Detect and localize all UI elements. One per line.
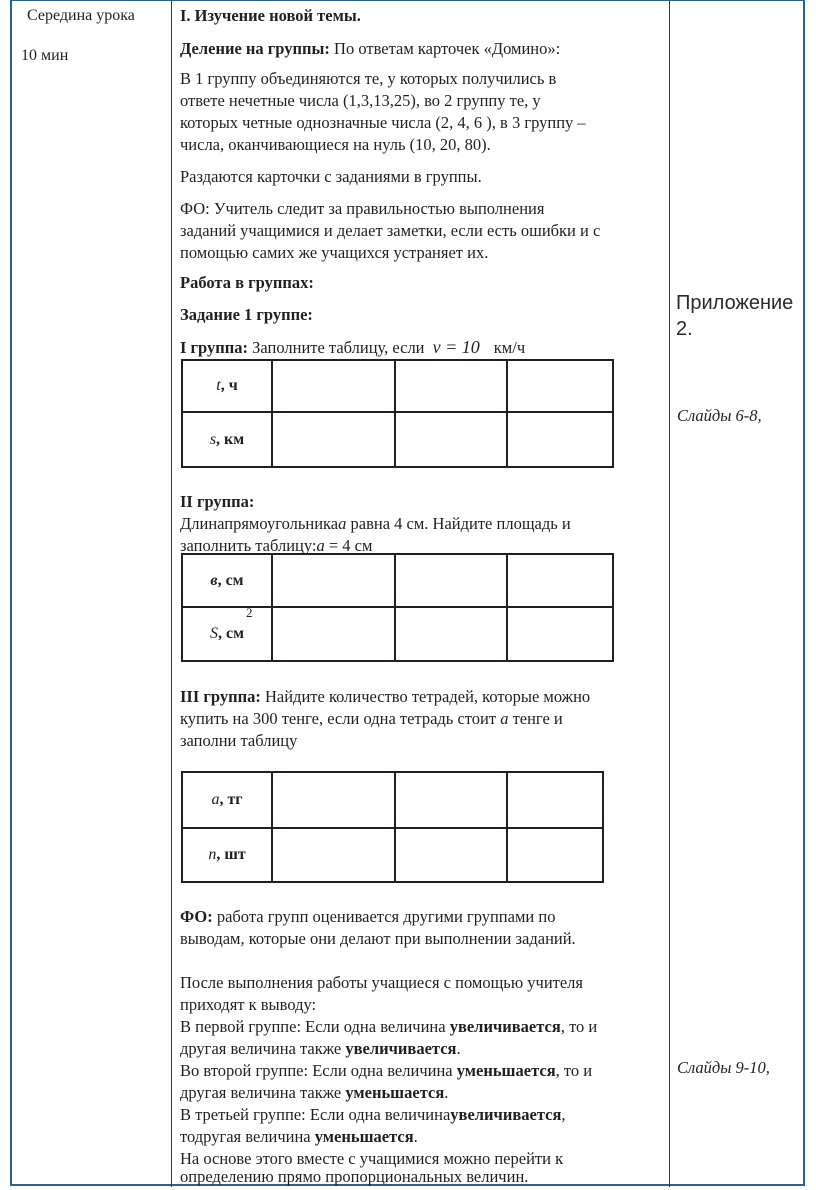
group3-line-1: III группа: Найдите количество тетрадей, которые можно <box>180 687 591 706</box>
group-work-heading: Работа в группах: <box>180 273 314 292</box>
table-row <box>182 828 603 882</box>
fo-line-1: ФО: Учитель следит за правильностью выполнения <box>180 199 545 218</box>
group1-formula: v = 10 <box>432 337 480 357</box>
task1-heading: Задание 1 группе: <box>180 305 313 324</box>
fo-line-3: помощью самих же учащихся устраняет их. <box>180 243 489 262</box>
table-header-cell: S, см 2 <box>182 607 272 661</box>
group1-text: Заполните таблицу, если <box>248 338 429 357</box>
table-cell <box>507 360 613 412</box>
group1-task <box>180 336 525 359</box>
table-cell <box>395 360 507 412</box>
group3-line-3: заполни таблицу <box>180 731 298 750</box>
group3-table <box>181 771 604 883</box>
table-cell <box>272 554 395 607</box>
table-row <box>182 554 613 607</box>
table-header-cell: n, шт <box>182 828 272 882</box>
table-header-cell: s, км <box>182 412 272 467</box>
conclusion-line-5: Во второй группе: Если одна величина уменьшается, то и <box>180 1061 593 1080</box>
section-title: I. Изучение новой темы. <box>180 6 361 25</box>
conclusion-line-7: В третьей группе: Если одна величинаувеличивается, <box>180 1105 566 1124</box>
conclusion-line-10: определению прямо пропорциональных величин. <box>180 1167 529 1186</box>
table-cell <box>272 412 395 467</box>
conclusion-line-2: приходят к выводу: <box>180 995 317 1014</box>
conclusion-line-8: тодругая величина уменьшается. <box>180 1127 418 1146</box>
group1-unit: км/ч <box>493 338 526 357</box>
group2-table <box>181 553 614 662</box>
group2-line-1: Длинапрямоугольникаа равна 4 см. Найдите площадь и <box>180 514 571 533</box>
group1-table <box>181 359 614 468</box>
table-cell <box>507 412 613 467</box>
table-cell <box>507 772 603 828</box>
table-cell <box>272 772 395 828</box>
table-header-cell: t, ч <box>182 360 272 412</box>
grouping-line-1: В 1 группу объединяются те, у которых получились в <box>180 69 557 88</box>
conclusion-line-9: На основе этого вместе с учащимися можно перейти к <box>180 1149 564 1168</box>
slides-note-2: Слайды 9-10, <box>677 1058 770 1077</box>
appendix-note: Приложение 2. <box>676 292 794 340</box>
table-cell <box>507 554 613 607</box>
conclusion-line-4: другая величина также увеличивается. <box>180 1039 461 1058</box>
fo-line-2: заданий учащимися и делает заметки, если есть ошибки и с <box>180 221 601 240</box>
fo2-line-1: ФО: работа групп оценивается другими группами по <box>180 907 556 926</box>
column-divider-left <box>171 1 172 1187</box>
group2-line-2: заполнить таблицу:а = 4 см <box>180 536 373 555</box>
table-cell <box>395 607 507 661</box>
table-header-cell: a, тг <box>182 772 272 828</box>
table-row <box>182 360 613 412</box>
division-text: По ответам карточек «Домино»: <box>329 39 561 58</box>
table-row <box>182 772 603 828</box>
conclusion-line-1: После выполнения работы учащиеся с помощью учителя <box>180 973 584 992</box>
group1-label: I группа: <box>180 338 249 357</box>
fo2-line-2: выводам, которые они делают при выполнении заданий. <box>180 929 576 948</box>
table-cell <box>395 412 507 467</box>
division-paragraph <box>180 38 560 60</box>
table-row <box>182 412 613 467</box>
superscript-two: 2 <box>246 605 253 620</box>
table-header-cell: в, см <box>182 554 272 607</box>
group2-label: II группа: <box>180 492 255 511</box>
table-row <box>182 607 613 661</box>
stage-label: Середина урока <box>27 7 135 24</box>
table-cell <box>395 554 507 607</box>
division-label: Деление на группы: <box>180 39 330 58</box>
table-cell <box>272 360 395 412</box>
group3-line-2: купить на 300 тенге, если одна тетрадь стоит а тенге и <box>180 709 563 728</box>
slides-note-1: Слайды 6-8, <box>677 406 762 425</box>
grouping-line-2: ответе нечетные числа (1,3,13,25), во 2 группу те, у <box>180 91 541 110</box>
cards-line: Раздаются карточки с заданиями в группы. <box>180 167 482 186</box>
grouping-line-4: числа, оканчивающиеся на нуль (10, 20, 80). <box>180 135 491 154</box>
conclusion-line-3: В первой группе: Если одна величина увеличивается, то и <box>180 1017 598 1036</box>
conclusion-line-6: другая величина также уменьшается. <box>180 1083 449 1102</box>
table-cell <box>507 828 603 882</box>
grouping-line-3: которых четные однозначные числа (2, 4, 6 ), в 3 группу – <box>180 113 586 132</box>
table-cell <box>395 772 507 828</box>
column-divider-right <box>669 1 670 1187</box>
table-cell <box>272 828 395 882</box>
time-label: 10 мин <box>21 47 69 64</box>
table-cell <box>507 607 613 661</box>
table-cell <box>395 828 507 882</box>
table-cell <box>272 607 395 661</box>
